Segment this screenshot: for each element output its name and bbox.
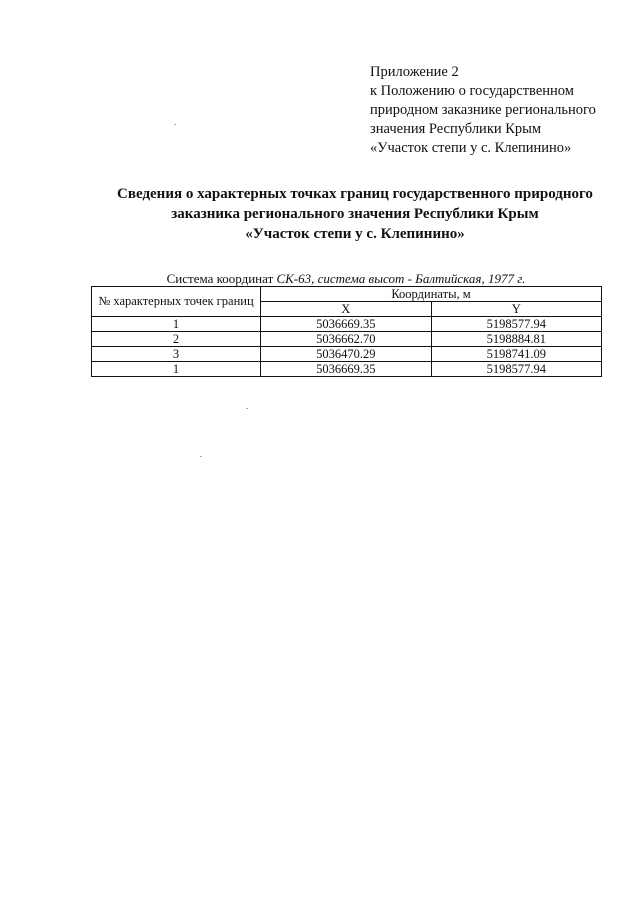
- scan-speck: [174, 124, 176, 125]
- coordinate-system-caption: [90, 271, 602, 286]
- appendix-line: природном заказнике регионального: [370, 102, 596, 118]
- point-number-header: № характерных точек границ: [92, 287, 261, 317]
- table-row: [92, 347, 602, 362]
- table-row: [92, 332, 602, 347]
- coordinates-table: [91, 286, 602, 377]
- point-number-cell: 2: [92, 332, 261, 347]
- appendix-line: значения Республики Крым: [370, 121, 542, 137]
- coordinates-header: Координаты, м: [261, 287, 602, 302]
- appendix-reference: [370, 63, 632, 158]
- x-cell: 5036669.35: [261, 317, 432, 332]
- title-line: Сведения о характерных точках границ государственного природного: [117, 186, 593, 202]
- appendix-line: Приложение 2: [370, 64, 459, 80]
- point-number-cell: 1: [92, 317, 261, 332]
- point-number-cell: 1: [92, 362, 261, 377]
- appendix-line: к Положению о государственном: [370, 83, 574, 99]
- table-header-row: [92, 287, 602, 302]
- scan-speck: [200, 456, 202, 457]
- coordinate-system-name: СК-63, система высот - Балтийская, 1977 г.: [276, 271, 526, 286]
- title-line: «Участок степи у с. Клепинино»: [245, 226, 465, 242]
- y-cell: 5198741.09: [431, 347, 602, 362]
- coordinate-system-prefix: Система координат: [166, 271, 277, 286]
- x-cell: 5036662.70: [261, 332, 432, 347]
- table-row: [92, 317, 602, 332]
- y-cell: 5198577.94: [431, 317, 602, 332]
- title-line: заказника регионального значения Республики Крым: [171, 206, 539, 222]
- y-cell: 5198884.81: [431, 332, 602, 347]
- x-header: X: [261, 302, 432, 317]
- y-cell: 5198577.94: [431, 362, 602, 377]
- scan-speck: [246, 408, 248, 409]
- point-number-cell: 3: [92, 347, 261, 362]
- document-title: [70, 184, 640, 244]
- x-cell: 5036669.35: [261, 362, 432, 377]
- x-cell: 5036470.29: [261, 347, 432, 362]
- y-header: Y: [431, 302, 602, 317]
- appendix-line: «Участок степи у с. Клепинино»: [370, 140, 572, 156]
- table-row: [92, 362, 602, 377]
